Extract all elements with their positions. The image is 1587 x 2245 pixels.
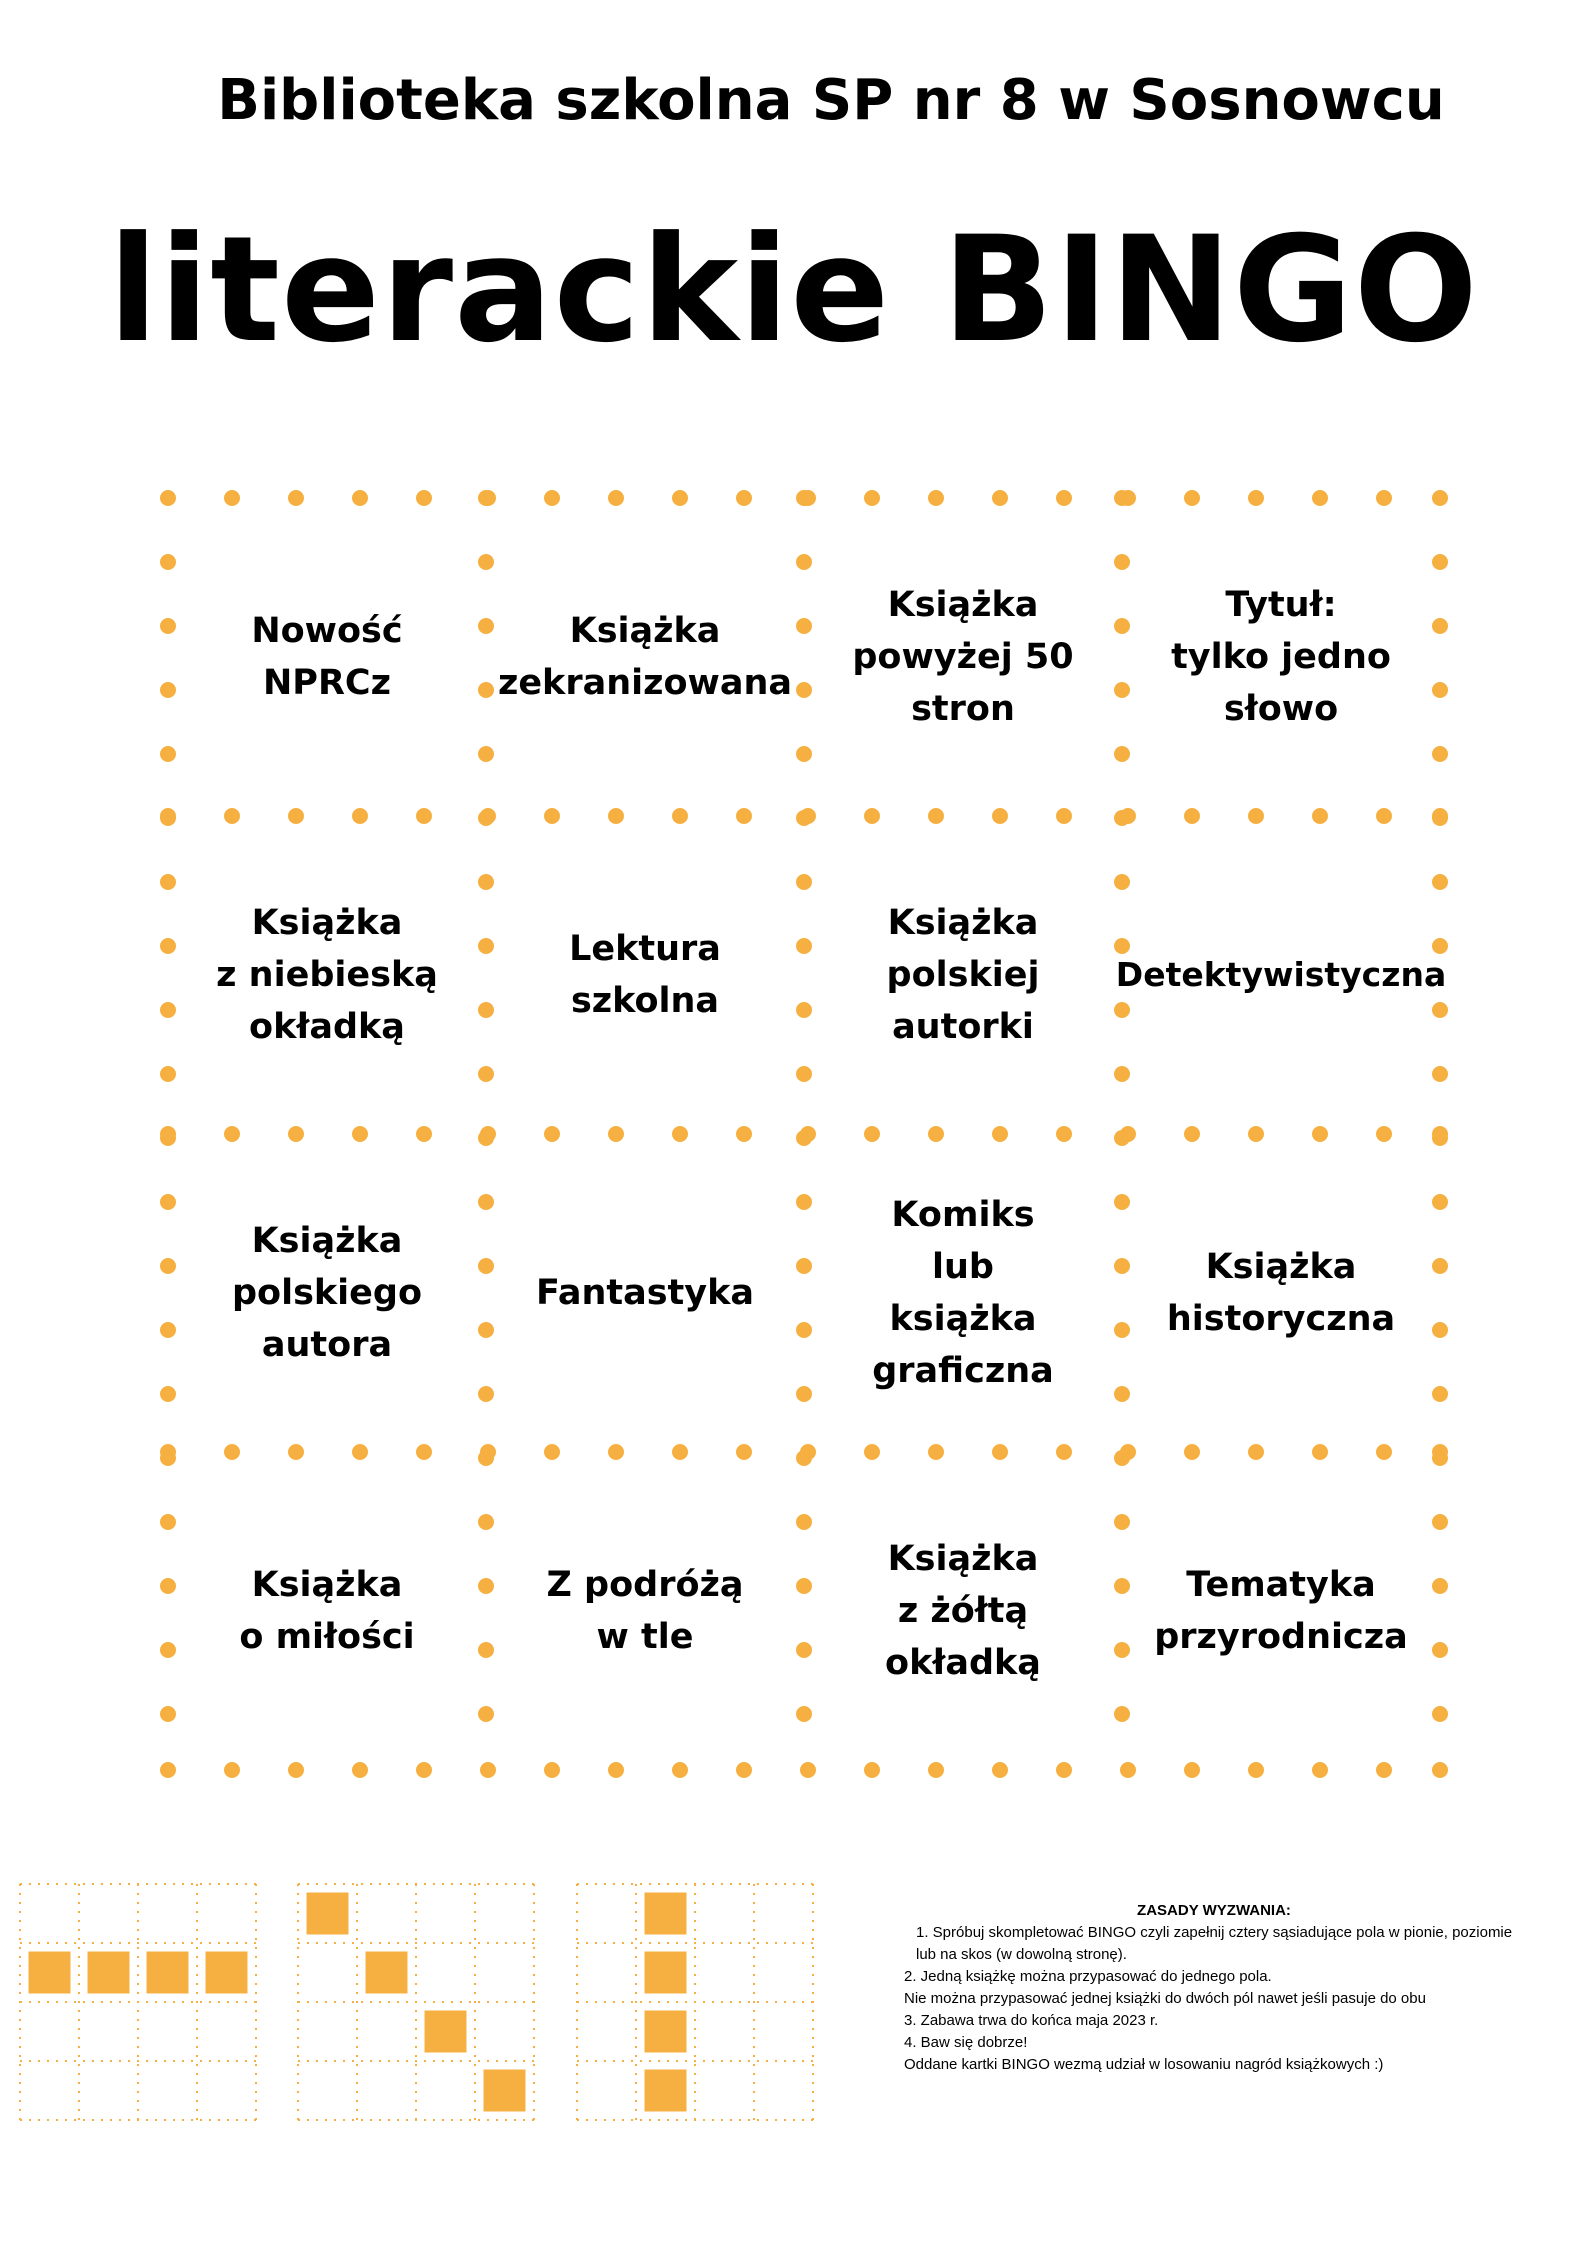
page-title: literackie BINGO <box>108 205 1479 375</box>
bingo-cell-label: Książka z żółtą okładką <box>885 1539 1041 1683</box>
rules-line: Oddane kartki BINGO wezmą udział w losowaniu nagród książkowych :) <box>904 2056 1384 2073</box>
example-grid-vertical <box>577 1884 813 2120</box>
bingo-cell-label: Książka powyżej 50 stron <box>852 585 1074 729</box>
rules-title: ZASADY WYZWANIA: <box>1137 1902 1291 1919</box>
rules-line: Nie można przypasować jednej książki do dwóch pól nawet jeśli pasuje do obu <box>904 1990 1426 2007</box>
example-filled-square <box>645 1952 687 1994</box>
bingo-cell-label: Książka z niebieską okładką <box>216 903 438 1047</box>
school-name: Biblioteka szkolna SP nr 8 w Sosnowcu <box>217 68 1445 133</box>
bingo-cell-label: Z podróżą w tle <box>546 1565 744 1657</box>
bingo-cell-label: Tematyka przyrodnicza <box>1154 1565 1408 1657</box>
bingo-cell-label: Książka historyczna <box>1166 1247 1396 1339</box>
example-filled-square <box>425 2011 467 2053</box>
example-filled-square <box>645 2011 687 2053</box>
example-grid-horizontal <box>20 1884 256 2120</box>
rules-line: 3. Zabawa trwa do końca maja 2023 r. <box>904 2012 1159 2029</box>
example-filled-square <box>206 1952 248 1994</box>
example-filled-square <box>29 1952 71 1994</box>
example-filled-square <box>88 1952 130 1994</box>
bingo-cell-label: Książka o miłości <box>239 1565 415 1657</box>
bingo-cell-label: Lektura szkolna <box>569 929 721 1021</box>
example-grid-diagonal <box>298 1884 534 2120</box>
bingo-cell-label: Książka zekranizowana <box>497 611 793 703</box>
rules-box <box>904 1900 1524 2076</box>
example-filled-square <box>645 1893 687 1935</box>
example-filled-square <box>366 1952 408 1994</box>
bingo-cell-label: Komiks lub książka graficzna <box>872 1195 1054 1391</box>
rules-line: 2. Jedną książkę można przypasować do jednego pola. <box>904 1968 1272 1985</box>
bingo-cell-label: Tytuł: tylko jedno słowo <box>1171 585 1391 729</box>
rules-line: 4. Baw się dobrze! <box>904 2034 1028 2051</box>
example-filled-square <box>147 1952 189 1994</box>
bingo-cell-label: Nowość NPRCz <box>251 611 403 703</box>
bingo-cell-label: Fantastyka <box>535 1273 754 1313</box>
bingo-cell-label: Książka polskiej autorki <box>886 903 1040 1047</box>
example-filled-square <box>645 2070 687 2112</box>
bingo-cell-label: Książka polskiego autora <box>231 1221 423 1365</box>
example-filled-square <box>484 2070 526 2112</box>
rules-line: 1. Spróbuj skompletować BINGO czyli zapełnij cztery sąsiadujące pola w pionie, poziomie lub na skos (w dowolną stronę). <box>916 1924 1513 1963</box>
example-filled-square <box>307 1893 349 1935</box>
bingo-cell-label: Detektywistyczna <box>1115 955 1447 994</box>
